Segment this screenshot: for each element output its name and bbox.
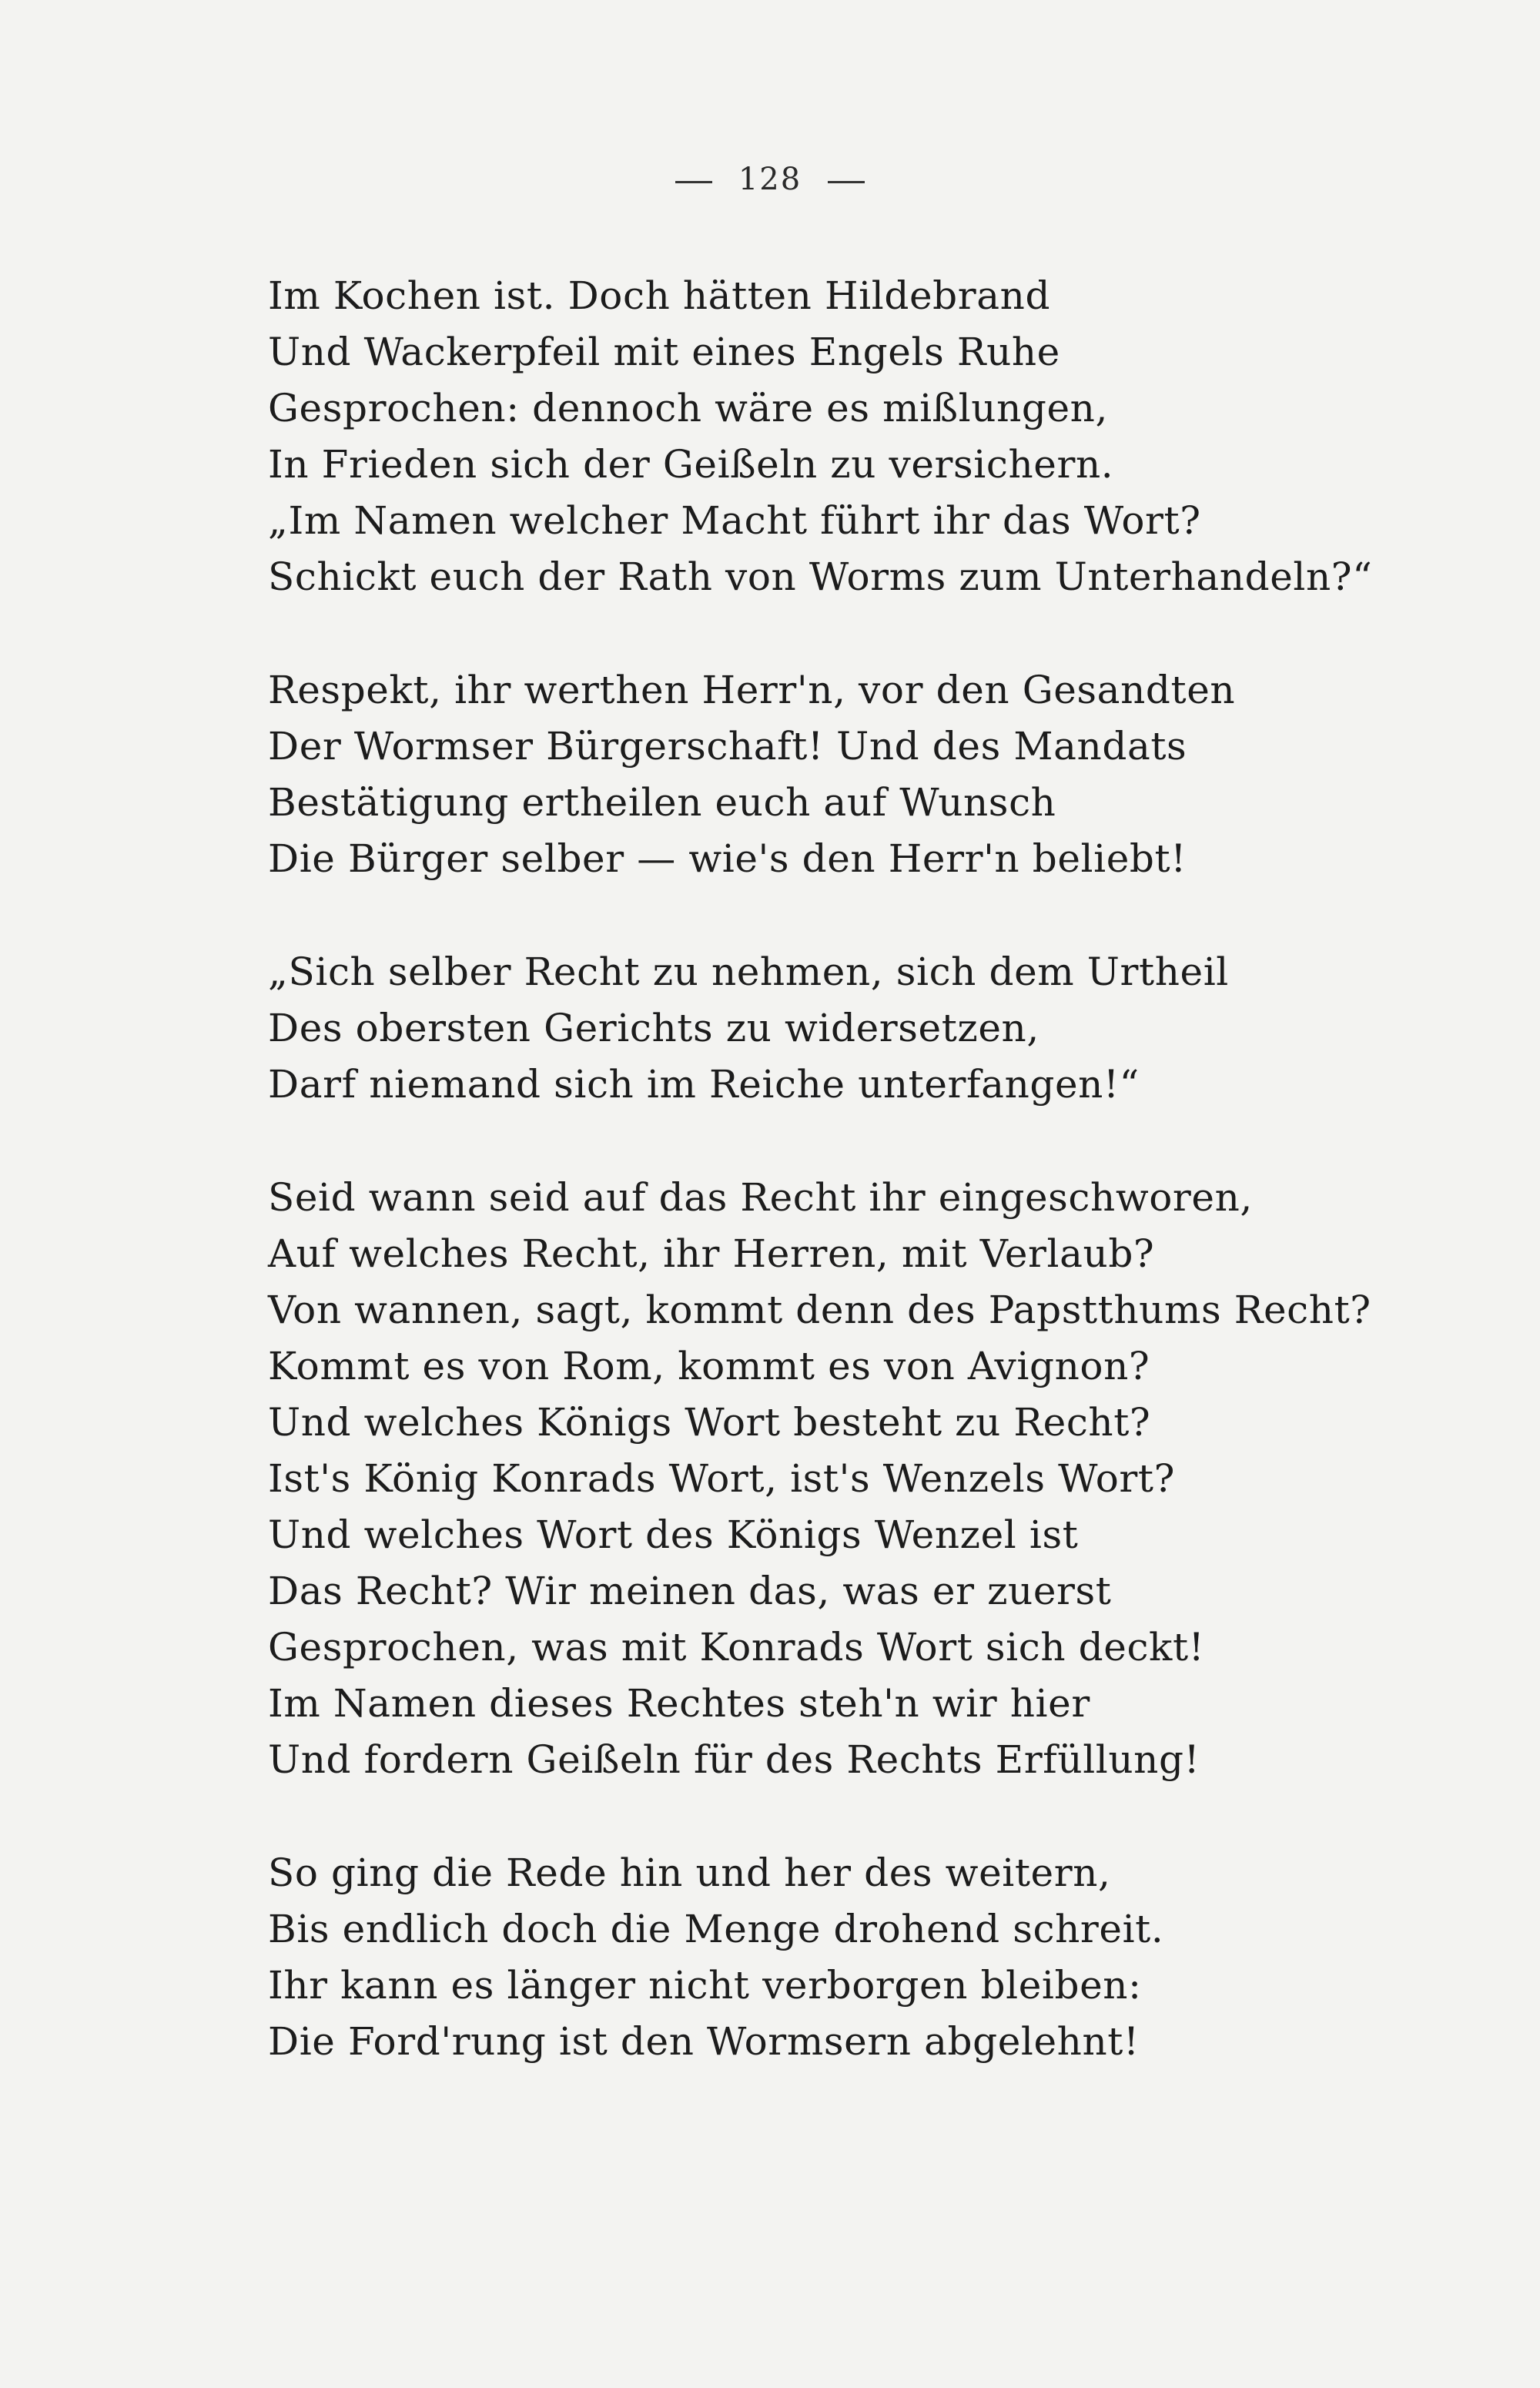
verse-line: Schickt euch der Rath von Worms zum Unterhandeln?“ [268,554,1373,599]
verse-line: Bis endlich doch die Menge drohend schreit. [268,1907,1164,1951]
verse-line: Ihr kann es länger nicht verborgen bleiben: [268,1963,1142,2008]
verse-line: Im Namen dieses Rechtes steh'n wir hier [268,1681,1090,1726]
poem-text [268,268,1392,2127]
verse-line: In Frieden sich der Geißeln zu versichern. [268,442,1114,487]
header-dash-right [828,181,865,183]
verse-line: Kommt es von Rom, kommt es von Avignon? [268,1344,1150,1388]
verse-line: Darf niemand sich im Reiche unterfangen!“ [268,1062,1140,1107]
verse-line: „Im Namen welcher Macht führt ihr das Wort? [268,498,1201,543]
verse-line: Auf welches Recht, ihr Herren, mit Verlaub? [268,1231,1155,1276]
verse-line: Die Ford'rung ist den Wormsern abgelehnt! [268,2019,1140,2064]
verse-line: So ging die Rede hin und her des weitern, [268,1850,1111,1895]
page-header [0,162,1540,197]
verse-line: Die Bürger selber — wie's den Herr'n beliebt! [268,836,1187,881]
stanza-4 [268,1170,1392,1788]
verse-line: Des obersten Gerichts zu widersetzen, [268,1006,1040,1050]
verse-line: Und Wackerpfeil mit eines Engels Ruhe [268,330,1060,374]
verse-line: Das Recht? Wir meinen das, was er zuerst [268,1569,1112,1613]
stanza-2 [268,662,1392,887]
verse-line: Bestätigung ertheilen euch auf Wunsch [268,780,1056,825]
verse-line: Im Kochen ist. Doch hätten Hildebrand [268,273,1051,318]
verse-line: Respekt, ihr werthen Herr'n, vor den Gesandten [268,668,1236,712]
stanza-1 [268,268,1392,605]
verse-line: Gesprochen, was mit Konrads Wort sich deckt! [268,1625,1205,1670]
verse-line: Und welches Wort des Königs Wenzel ist [268,1512,1079,1557]
stanza-5 [268,1845,1392,2070]
verse-line: Seid wann seid auf das Recht ihr eingeschworen, [268,1175,1253,1220]
verse-line: Gesprochen: dennoch wäre es mißlungen, [268,386,1108,430]
verse-line: „Sich selber Recht zu nehmen, sich dem Urtheil [268,950,1229,994]
verse-line: Von wannen, sagt, kommt denn des Papstthums Recht? [268,1288,1371,1332]
page-number: 128 [738,162,802,197]
stanza-3 [268,944,1392,1113]
verse-line: Und welches Königs Wort besteht zu Recht? [268,1400,1151,1445]
verse-line: Und fordern Geißeln für des Rechts Erfüllung! [268,1737,1200,1782]
verse-line: Ist's König Konrads Wort, ist's Wenzels Wort? [268,1456,1176,1501]
verse-line: Der Wormser Bürgerschaft! Und des Mandats [268,724,1187,769]
header-dash-left [675,181,712,183]
